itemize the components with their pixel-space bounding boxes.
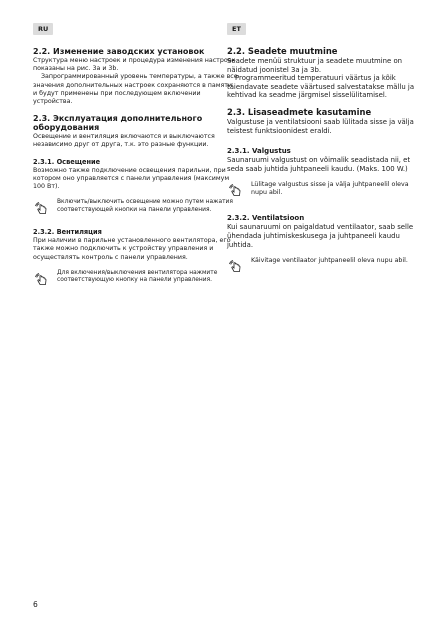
note-ventilation-text-ru: Для включения/выключения вентилятора нажмите соответствующую кнопку на панели управления. [57, 269, 218, 284]
paragraph-ventilation-et: Kui saunaruumi on paigaldatud ventilaator, saab selle ühendada juhtimiskeskusega ja juhtpaneeli kaudu juhtida. [227, 223, 414, 249]
paragraph-factory-settings-2-et: Programmeeritud temperatuuri väärtus ja kõik täiendavate seadete väärtused salvestatakse mällu ja kehtivad ka seadme järgmisel sisselülitamisel. [227, 74, 415, 100]
paragraph-factory-settings-2-ru: Запрограммированный уровень температуры, а также все значения дополнительных настроек сохраняются в памяти и будут применены при последующем включении устройства. [33, 73, 238, 106]
column-et [227, 16, 425, 278]
paragraph-factory-settings-1-et: Seadete menüü struktuur ja seadete muutmine on näidatud joonistel 3a ja 3b. [227, 57, 403, 74]
heading-factory-settings-et: 2.2. Seadete muutmine [227, 46, 338, 56]
language-tag-ru: RU [33, 23, 53, 35]
hand-press-icon [33, 271, 57, 291]
paragraph-factory-settings-1-ru: Структура меню настроек и процедура изменения настроек показаны на рис. 3a и 3b. [33, 57, 236, 73]
note-lighting-ru [33, 199, 238, 220]
heading-ventilation-et: 2.3.2. Ventilatsioon [227, 214, 305, 223]
heading-factory-settings-ru: 2.2. Изменение заводских установок [33, 47, 205, 56]
paragraph-accessories-et: Valgustuse ja ventilatsiooni saab lülitada sisse ja välja teistest funktsioonidest eraldi. [227, 117, 414, 135]
heading-accessories-et: 2.3. Lisaseadmete kasutamine [227, 106, 372, 117]
heading-accessories-ru: 2.3. Эксплуатация дополнительного оборудования [33, 114, 203, 133]
hand-press-icon [227, 182, 251, 202]
column-ru [33, 16, 238, 291]
page-number: 6 [33, 600, 38, 609]
note-lighting-text-ru: Включить/выключить освещение можно путем нажатия соответствующей кнопки на панели управления. [57, 199, 233, 213]
paragraph-accessories-ru: Освещение и вентиляция включаются и выключаются независимо друг от друга, т.к. это разные функции. [33, 133, 215, 149]
heading-lighting-et: 2.3.1. Valgustus [227, 147, 291, 156]
note-ventilation-et [227, 257, 425, 278]
heading-lighting-ru: 2.3.1. Освещение [33, 157, 101, 166]
paragraph-lighting-ru: Возможно также подключение освещения парильни, при котором оно управляется с панели управления (максимум 100 Вт). [33, 166, 230, 191]
note-lighting-et [227, 181, 425, 202]
note-lighting-text-et: Lülitage valgustus sisse ja välja juhtpaneelil oleva nupu abil. [251, 181, 409, 197]
language-tag-et: ET [227, 23, 246, 35]
paragraph-lighting-et: Saunaruumi valgustust on võimalik seadistada nii, et seda saab juhtida juhtpaneeli kaudu. (Maks. 100 W.) [227, 156, 411, 173]
hand-press-icon [33, 200, 57, 220]
paragraph-ventilation-ru: При наличии в парильне установленного вентилятора, его также можно подключить к устройству управления и осуществлять контроль с панели управления. [33, 237, 231, 261]
hand-press-icon [227, 258, 251, 278]
note-ventilation-text-et: Käivitage ventilaator juhtpaneelil oleva nupu abil. [251, 257, 408, 265]
heading-ventilation-ru: 2.3.2. Вентиляция [33, 228, 102, 237]
note-ventilation-ru [33, 270, 238, 291]
